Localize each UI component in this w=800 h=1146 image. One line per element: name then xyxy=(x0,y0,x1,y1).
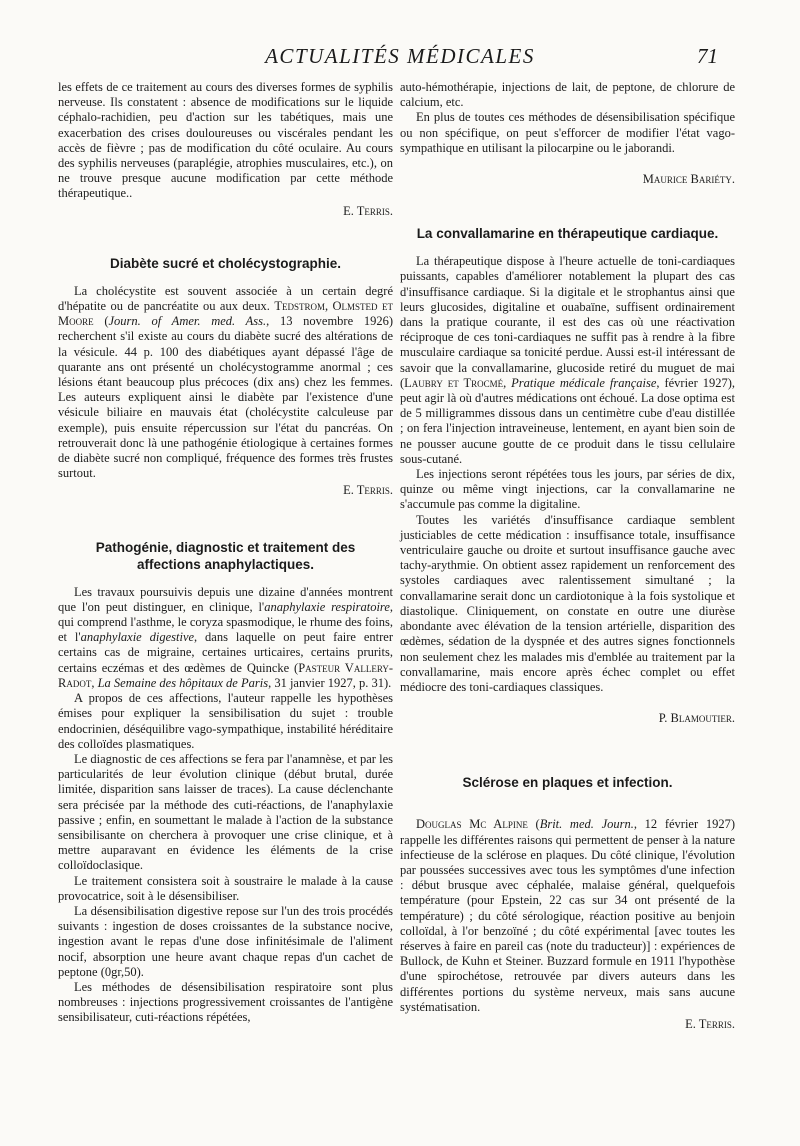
sclerose-title: Sclérose en plaques et infection. xyxy=(462,775,673,791)
sclerose-signature: E. Terris. xyxy=(685,1016,735,1031)
continuation-signature: Maurice Bariéty. xyxy=(642,172,735,187)
convallamarine-paragraph-3: Toutes les variétés d'insuffisance cardiaque semblent justiciables de cette médication : insuffisance totale, insuffisance ventriculaire gauche ou droite et surtout insuffisance gauche avec tachy-arythmie. On obtient assez rapidement un renforcement des systoles cardiaques avec ralentissement simultané ; la convallamarine serait donc un cardiotonique à la fois systolique et diastolique. Cliniquement, on constate en outre une diurèse abondante avec élévation de la tension artérielle, disparition des œdèmes, sédation de la dyspnée et des autres signes fonctionnels non seulement chez les malades mis d'emblée au traitement par la convallamarine, mais encore après échec complet ou effet médiocre des toni-cardiaques classiques. xyxy=(400,512,735,694)
pathogenie-citation: La Semaine des hôpitaux de Paris xyxy=(97,675,269,690)
continuation-paragraph-2: En plus de toutes ces méthodes de désensibilisation spécifique ou non spécifique, on peut s'efforcer de modifier l'état vago-sympathique en utilisant la pilocarpine ou le jaborandi. xyxy=(400,110,735,155)
convallamarine-signature: P. Blamoutier. xyxy=(658,711,735,726)
convallamarine-paragraph-1: La thérapeutique dispose à l'heure actuelle de toni-cardiaques puissants, capables d'améliorer notablement la plupart des cas d'insuffisance cardiaque. Si la digitale et le strophantus ainsi que leurs glucosides, digitaline et ouabaïne, suffisent ordinairement dans la pratique courante, il est des cas où une réactivation réciproque de ces toni-cardiaques ne suffit pas à rendre à la fibre musculaire cardiaque sa tonicité perdue. Aussi est-il intéressant de savoir que la convallamarine, glucoside retiré du muguet de mai (Laubry et Trocmé, Pratique médicale française, février 1927), peut agir là où d'autres médications ont échoué. La dose optima est de 5 milligrammes dissous dans un centimètre cube d'eau distillée ; on fera l'injection intraveineuse, lentement, en ayant bien soin de ne pousser aucune goutte de ce produit dans le tissu cellulaire sous-cutané. xyxy=(400,254,735,466)
intro-paragraph: les effets de ce traitement au cours des diverses formes de syphilis nerveuse. Ils constatent : absence de modifications sur le liquide céphalo-rachidien, peu d'action sur les tabétiques, mais une exacerbation des crises douloureuses ou viscérales pendant les accès de fièvre ; pas de modification du côté oculaire. Au cours des syphilis nerveuses (paraplégie, atrophies musculaires, etc.), on ne trouve presque aucune modification par cette méthode thérapeutique.. xyxy=(58,80,393,201)
convallamarine-authors: Laubry et Trocmé xyxy=(404,375,504,390)
convallamarine-citation: Pratique médicale française xyxy=(511,375,657,390)
running-head xyxy=(0,44,800,74)
sclerose-author: Douglas Mc Alpine xyxy=(416,817,528,832)
intro-signature: E. Terris. xyxy=(343,203,393,218)
continuation-paragraph-1: auto-hémothérapie, injections de lait, de peptone, de chlorure de calcium, etc. xyxy=(400,80,735,110)
pathogenie-paragraph-5: La désensibilisation digestive repose sur l'un des trois procédés suivants : ingestion de doses croissantes de la substance nocive, ingestion avant le repas d'une dose infinitésimale de l'aliment nocif, absorption une heure avant chaque repas d'un cachet de peptone (0gr,50). xyxy=(58,903,393,979)
diabete-citation: Journ. of Amer. med. Ass. xyxy=(108,314,267,329)
page-number: 71 xyxy=(697,44,718,68)
diabete-paragraph: La cholécystite est souvent associée à un certain degré d'hépatite ou de pancréatite ou aux deux. Tedstrom, Olmsted et Moore (Journ. of Amer. med. Ass., 13 novembre 1926) recherchent s'il existe au cours du diabète sucré des altérations de la vésicule. 44 p. 100 des diabétiques ayant dépassé l'âge de quarante ans ont présenté un cholécystogramme anormal ; ces lésions étant beaucoup plus précoces (dix ans) chez les femmes. Les auteurs expliquent ainsi le diabète par l'existence d'une vésicule biliaire en mauvais état (cholécystite calculeuse par exemple), puis ensuite répercussion sur l'état du pancréas. On retrouverait donc là une pathogénie étiologique à certaines formes de diabète sucré non compliqué, fréquence des formes très frustes surtout. xyxy=(58,283,393,481)
pathogenie-term-respiratoire: anaphylaxie respiratoire xyxy=(264,599,390,614)
diabete-signature: E. Terris. xyxy=(343,483,393,498)
convallamarine-title: La convallamarine en thérapeutique cardiaque. xyxy=(416,226,719,242)
journal-title: ACTUALITÉS MÉDICALES xyxy=(265,44,535,68)
pathogenie-term-digestive: anaphylaxie digestive xyxy=(80,630,195,645)
pathogenie-paragraph-2: A propos de ces affections, l'auteur rappelle les hypothèses émises pour expliquer la sensibilisation du sujet : trouble endocrinien, déséquilibre vago-sympathique, instabilité héréditaire des colloïdes plasmatiques. xyxy=(58,691,393,751)
sclerose-paragraph: Douglas Mc Alpine (Brit. med. Journ., 12 février 1927) rappelle les différentes raisons qui permettent de penser à la nature infectieuse de la sclérose en plaques. Du côté clinique, l'évolution par poussées successives avec tous les symptômes d'une infection : début brusque avec céphalée, malaise général, quelquefois température (pour Epstein, 22 cas sur 34 ont présenté de la température) ; du côté sérologique, réaction positive au benjoin colloïdal, à l'or benzoïné ; du côté expérimental [avec toutes les réserves à faire en pareil cas (note du traducteur)] : expériences de Bullock, de Kuhn et Steiner. Buzzard formule en 1911 l'hypothèse d'une spirochétose, retrouvée par divers auteurs dans les différentes portions du système nerveux, mais sans aucune systématisation. xyxy=(400,817,735,1014)
pathogenie-paragraph-3: Le diagnostic de ces affections se fera par l'anamnèse, et par les particularités de leur évolution clinique (début brutal, durée limitée, disparition sans laisser de traces). La cause déclenchante sera précisée par la méthode des cuti-réactions, de l'anaphylaxie passive ; enfin, en soumettant le malade à l'action de la substance sensibilisante on cherchera à provoquer une crise clinique, et à mettre auparavant en évidence les éléments de la crise colloïdoclasique. xyxy=(58,751,393,873)
pathogenie-title: Pathogénie, diagnostic et traitement des affections anaphylactiques. xyxy=(95,539,356,572)
diabete-authors: Tedstrom, Olmsted et Moore xyxy=(58,299,393,329)
left-column xyxy=(58,80,393,1026)
pathogenie-author: Pasteur Vallery-Radot xyxy=(58,660,393,690)
convallamarine-paragraph-2: Les injections seront répétées tous les jours, par séries de dix, quinze ou même vingt injections, car la convallamarine ne s'accumule pas comme la digitaline. xyxy=(400,467,735,512)
diabete-title: Diabète sucré et cholécystographie. xyxy=(109,255,342,271)
pathogenie-paragraph-6: Les méthodes de désensibilisation respiratoire sont plus nombreuses : injections progressivement croissantes de l'antigène sensibilisateur, cuti-réactions répétées, xyxy=(58,979,393,1025)
pathogenie-paragraph-4: Le traitement consistera soit à soustraire le malade à la cause provocatrice, soit à le désensibiliser. xyxy=(58,873,393,903)
right-column xyxy=(400,80,735,1032)
pathogenie-paragraph-1: Les travaux poursuivis depuis une dizaine d'années montrent que l'on peut distinguer, en clinique, l'anaphylaxie respiratoire, qui comprend l'asthme, le coryza spasmodique, le rhume des foins, et l'anaphylaxie digestive, dans laquelle on peut faire entrer certains cas de migraine, certaines urticaires, certains prurits, certains eczémas et des œdèmes de Quincke (Pasteur Vallery-Radot, La Semaine des hôpitaux de Paris, 31 janvier 1927, p. 31). xyxy=(58,584,394,690)
sclerose-citation: Brit. med. Journ. xyxy=(539,817,634,832)
